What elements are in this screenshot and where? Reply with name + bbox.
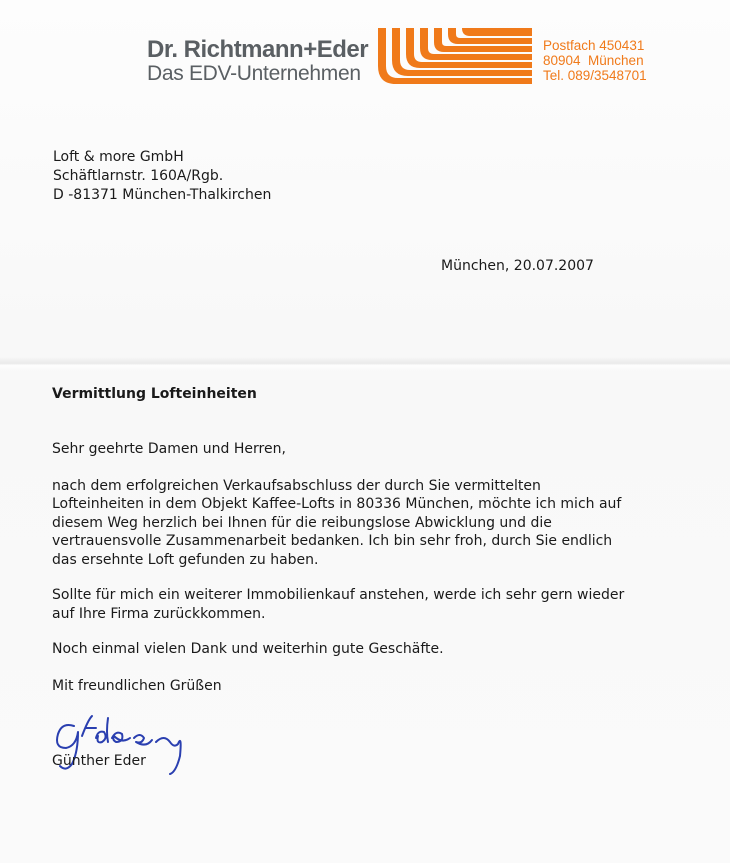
paragraph-line: nach dem erfolgreichen Verkaufsabschluss der durch Sie vermittelten [52,477,541,494]
paragraph-line: Lofteinheiten in dem Objekt Kaffee-Lofts in 80336 München, möchte ich mich auf [52,496,622,512]
letter-date: München, 20.07.2007 [441,258,594,274]
paragraph-line: Sollte für mich ein weiterer Immobilienkauf anstehen, werde ich sehr gern wieder [52,587,625,603]
paragraph-line: vertrauensvolle Zusammenarbeit bedanken. Ich bin sehr froh, durch Sie endlich [52,533,613,549]
paragraph-1 [52,477,692,570]
closing: Mit freundlichen Grüßen [52,677,222,694]
recipient-line: Loft & more GmbH [53,149,184,165]
handwritten-signature [52,712,202,782]
contact-line: Tel. 089/3548701 [543,68,647,83]
company-tagline: Das EDV-Unternehmen [147,62,361,85]
signer-name: Günther Eder [52,753,146,769]
paper-fold [0,357,730,371]
recipient-address [53,148,271,205]
company-logo-mark [378,26,534,86]
recipient-line: D -81371 München-Thalkirchen [53,187,272,203]
contact-line: 80904 München [543,53,644,68]
paragraph-line: diesem Weg herzlich bei Ihnen für die reibungslose Abwicklung und die [52,514,552,531]
paragraph-line: auf Ihre Firma zurückkommen. [52,605,266,622]
salutation: Sehr geehrte Damen und Herren, [52,441,286,457]
contact-line: Postfach 450431 [543,38,645,53]
company-name: Dr. Richtmann+Eder [147,36,369,63]
paragraph-2 [52,586,692,623]
recipient-line: Schäftlarnstr. 160A/Rgb. [53,168,224,184]
paragraph-3: Noch einmal vielen Dank und weiterhin gute Geschäfte. [52,641,444,657]
letterhead-contact [543,38,647,83]
letter-body [52,440,692,695]
letter-subject: Vermittlung Lofteinheiten [52,386,257,402]
paragraph-line: das ersehnte Loft gefunden zu haben. [52,551,319,568]
